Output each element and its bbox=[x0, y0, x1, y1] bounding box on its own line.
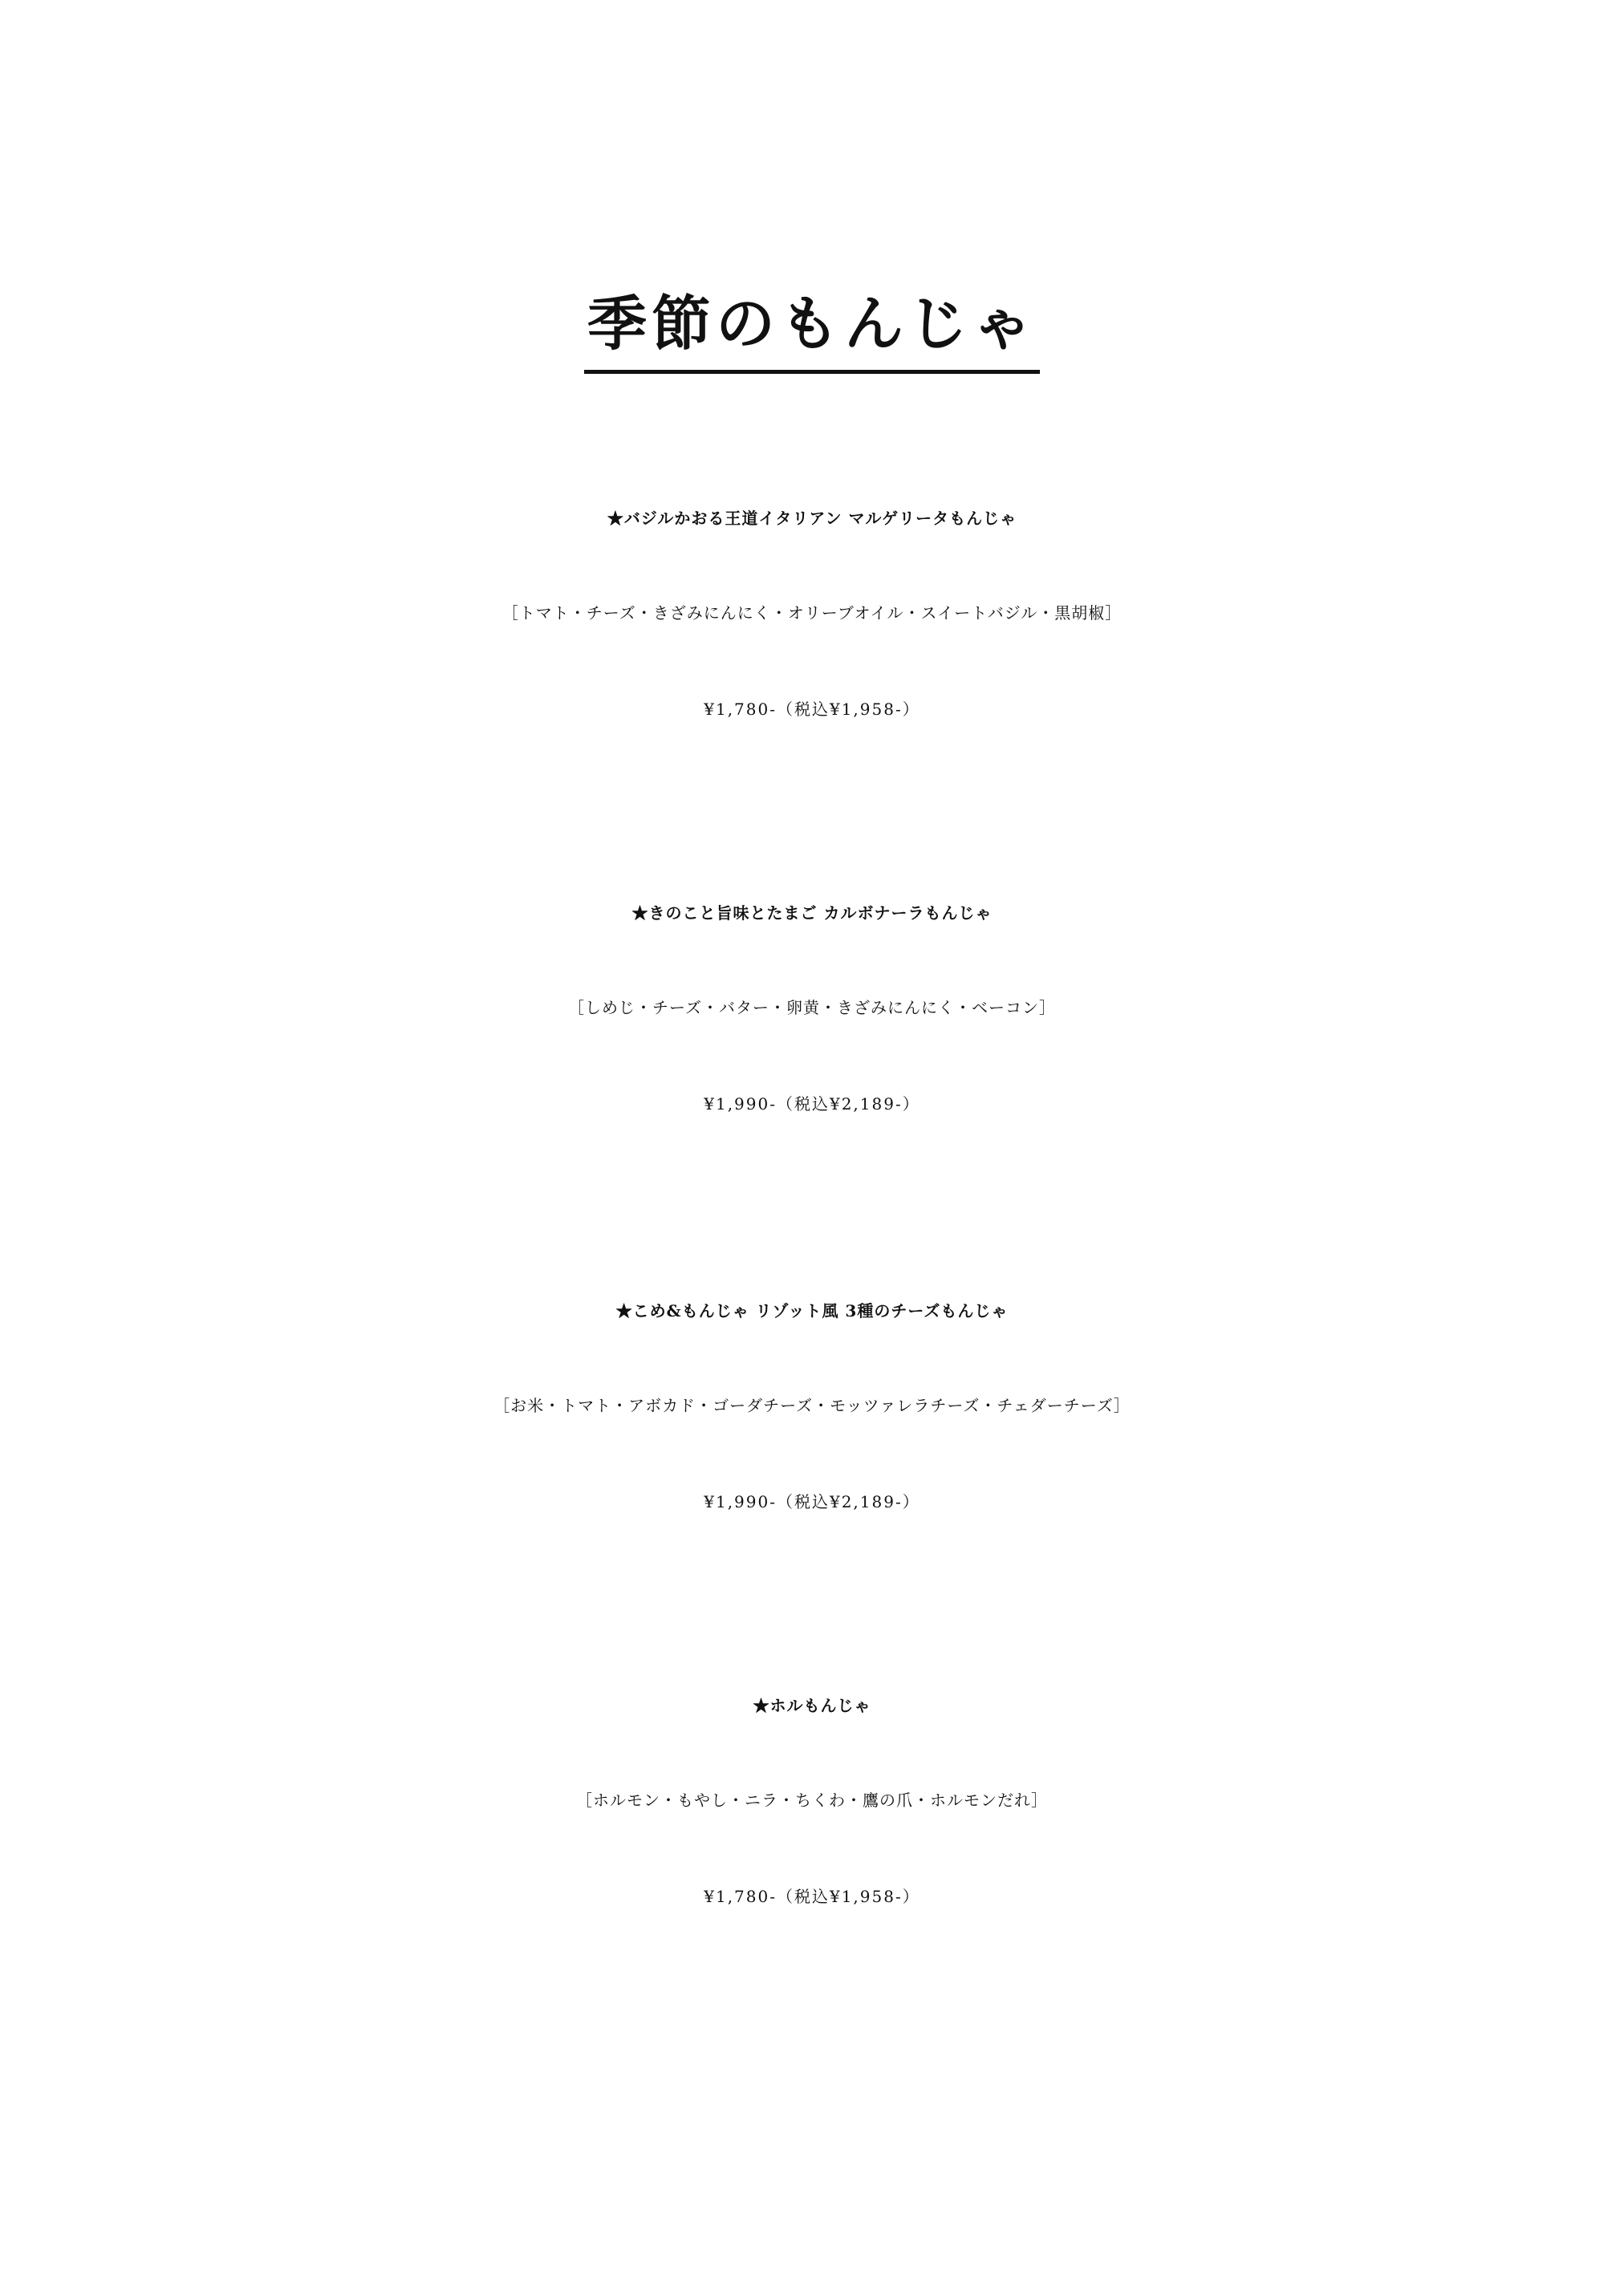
menu-title bbox=[0, 277, 1624, 374]
item-price: ¥1,780-（税込¥1,958-） bbox=[704, 700, 920, 719]
menu-item bbox=[0, 881, 1624, 1128]
item-price: ¥1,780-（税込¥1,958-） bbox=[704, 1887, 920, 1906]
item-ingredients: ［お米・トマト・アボカド・ゴーダチーズ・モッツァレラチーズ・チェダーチーズ］ bbox=[493, 1396, 1131, 1415]
menu-item bbox=[0, 1673, 1624, 1921]
item-ingredients: ［トマト・チーズ・きざみにんにく・オリーブオイル・スイートバジル・黒胡椒］ bbox=[501, 603, 1123, 623]
menu-title-text: 季節のもんじゃ bbox=[584, 277, 1040, 374]
item-price: ¥1,990-（税込¥2,189-） bbox=[704, 1492, 920, 1511]
item-name: ★バジルかおる王道イタリアン マルゲリータもんじゃ bbox=[607, 509, 1017, 528]
item-ingredients: ［ホルモン・もやし・ニラ・ちくわ・鷹の爪・ホルモンだれ］ bbox=[576, 1791, 1048, 1810]
menu-item bbox=[0, 486, 1624, 733]
item-name: ★ホルもんじゃ bbox=[753, 1696, 871, 1715]
menu-item bbox=[0, 1279, 1624, 1526]
item-price: ¥1,990-（税込¥2,189-） bbox=[704, 1094, 920, 1114]
item-name: ★きのこと旨味とたまご カルボナーラもんじゃ bbox=[631, 903, 993, 923]
item-ingredients: ［しめじ・チーズ・バター・卵黄・きざみにんにく・ベーコン］ bbox=[568, 998, 1056, 1017]
item-name: ★こめ&もんじゃ リゾット風 3種のチーズもんじゃ bbox=[615, 1301, 1009, 1320]
